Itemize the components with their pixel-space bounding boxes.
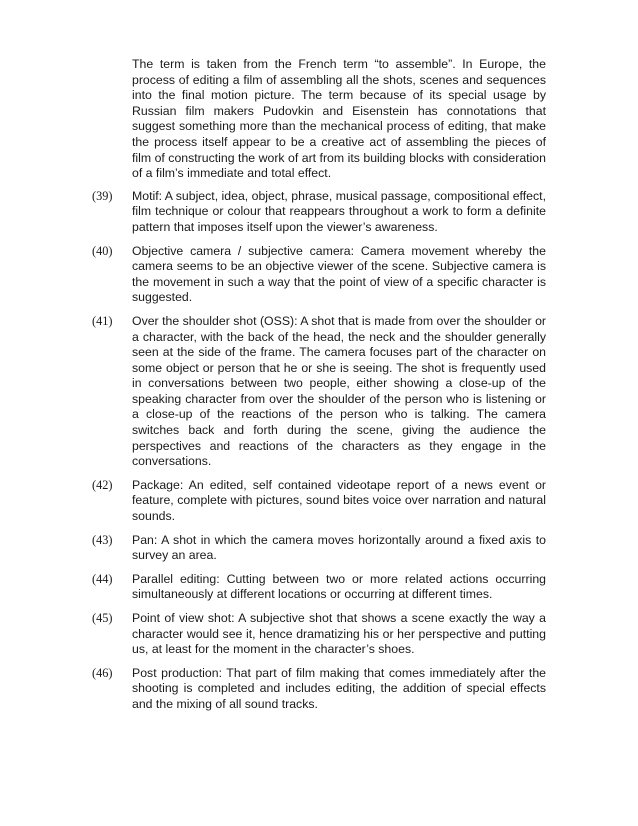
glossary-entry-40 bbox=[92, 244, 546, 306]
glossary-entry-46 bbox=[92, 666, 546, 713]
entry-text: Objective camera / subjective camera: Camera movement whereby the camera seems to be an objective viewer of the scene. Subjective camera is the movement in such a way that the point of view of a specific character is suggested. bbox=[132, 243, 546, 305]
glossary-entry-45 bbox=[92, 611, 546, 658]
entry-number: (46) bbox=[92, 665, 113, 680]
entry-text: Post production: That part of film making that comes immediately after the shooting is completed and includes editing, the addition of special effects and the mixing of all sound tracks. bbox=[132, 665, 546, 711]
entry-text: Parallel editing: Cutting between two or more related actions occurring simultaneously at different locations or occurring at different times. bbox=[132, 571, 546, 602]
entry-number: (44) bbox=[92, 571, 113, 586]
entry-number: (41) bbox=[92, 313, 113, 328]
glossary-entry-41 bbox=[92, 314, 546, 470]
glossary-entry-44 bbox=[92, 572, 546, 603]
entry-number: (45) bbox=[92, 611, 113, 625]
entry-text: Motif: A subject, idea, object, phrase, musical passage, compositional effect, film technique or colour that reappears throughout a work to form a definite pattern that imposes itself upon the viewer’s awareness. bbox=[132, 188, 546, 234]
entry-text: Over the shoulder shot (OSS): A shot that is made from over the shoulder or a character, with the back of the head, the neck and the shoulder generally seen at the side of the frame. The camera focuses part of the character on some object or person that he or she is seeing. The shot is frequently used in conversations between two people, either showing a close-up of the speaking character from over the shoulder of the person who is listening or a close-up of the reactions of the person who is talking. The camera switches back and forth during the scene, giving the audience the perspectives and reactions of the characters as they engage in the conversations. bbox=[132, 313, 546, 469]
entry-number: (39) bbox=[92, 188, 113, 203]
glossary-entry-39 bbox=[92, 189, 546, 236]
entry-number: (40) bbox=[92, 243, 113, 258]
glossary-content bbox=[92, 57, 546, 721]
glossary-entry-42 bbox=[92, 478, 546, 525]
entry-number: (43) bbox=[92, 532, 113, 547]
entry-number: (42) bbox=[92, 477, 113, 492]
glossary-entry-43 bbox=[92, 533, 546, 564]
entry-text: Pan: A shot in which the camera moves horizontally around a fixed axis to survey an area. bbox=[132, 532, 546, 563]
entry-text: Point of view shot: A subjective shot that shows a scene exactly the way a character would see it, hence dramatizing his or her perspective and putting us, at least for the moment in the character’s shoes. bbox=[132, 611, 546, 657]
entry-text: Package: An edited, self contained videotape report of a news event or feature, complete with pictures, sound bites voice over narration and natural sounds. bbox=[132, 477, 546, 524]
intro-paragraph: The term is taken from the French term “to assemble”. In Europe, the process of editing a film of assembling all the shots, scenes and sequences into the final motion picture. The term because of its special usage by Russian film makers Pudovkin and Eisenstein has connotations that suggest something more than the mechanical process of editing, that make the process itself appear to be a creative act of assembling the pieces of film of constructing the work of art from its building blocks with consideration of a film’s immediate and total effect. bbox=[132, 57, 546, 181]
